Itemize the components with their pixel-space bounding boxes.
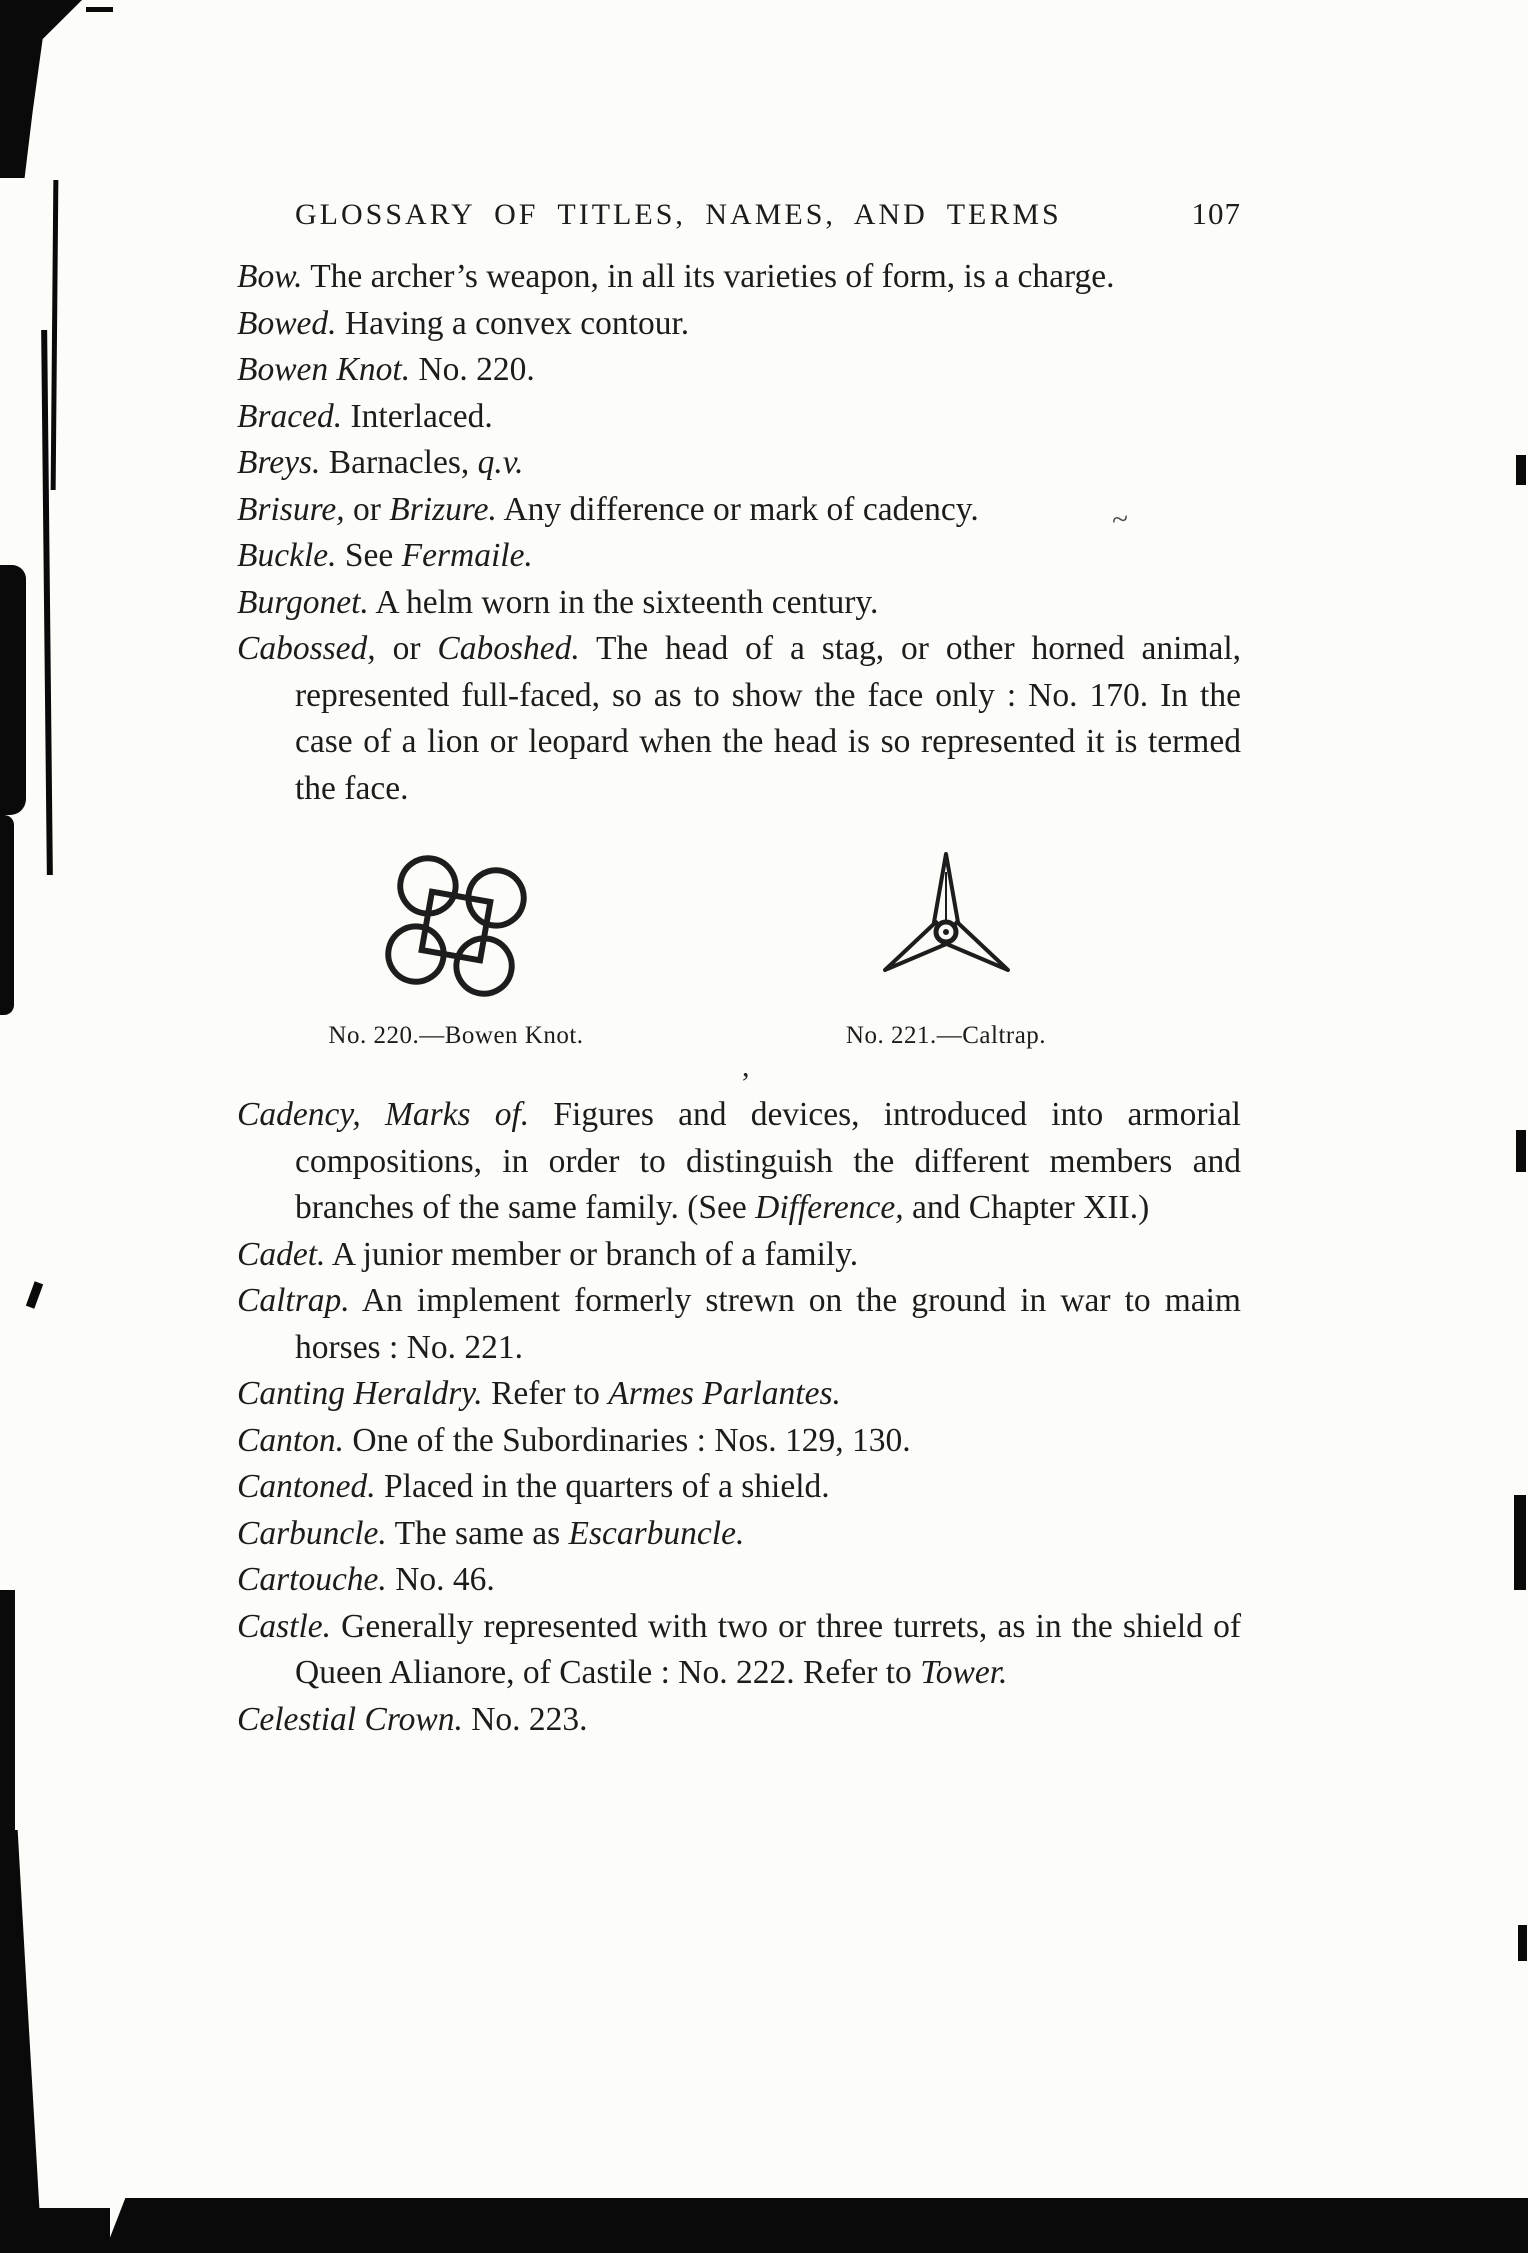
entry-term: q.v. — [477, 444, 524, 481]
glossary-entry — [237, 1278, 1241, 1371]
figure-bowen-knot — [205, 842, 707, 1050]
glossary-entry — [237, 1092, 1241, 1232]
scan-artifact-left-strip — [0, 565, 26, 815]
entry-text: Generally represented with two or three turrets, as in the shield of Queen Alianore, of Castile : No. 222. Refer to — [295, 1607, 1241, 1691]
entry-text: No. 223. — [462, 1700, 588, 1738]
scan-artifact-binding-line — [51, 180, 59, 490]
entry-term: Carbuncle. — [237, 1514, 387, 1552]
glossary-entry — [237, 301, 1241, 348]
entry-text: The archer’s weapon, in all its varieties of form, is a charge. — [302, 258, 1115, 295]
glossary-entry — [237, 1697, 1241, 1744]
entry-term: Fermaile. — [401, 537, 533, 574]
entry-text: Refer to — [482, 1375, 609, 1412]
glossary-entry — [237, 440, 1241, 487]
entry-term: Cadet. — [237, 1235, 326, 1273]
glossary-entry — [237, 1604, 1241, 1697]
entry-text: One of the Subordinaries : Nos. 129, 130. — [344, 1421, 911, 1459]
glossary-entry — [237, 626, 1241, 812]
entry-term: Armes Parlantes. — [608, 1375, 841, 1412]
page-title: GLOSSARY OF TITLES, NAMES, AND TERMS — [295, 198, 1062, 231]
entry-term: Caboshed. — [437, 630, 580, 667]
entry-term: Celestial Crown. — [237, 1700, 463, 1738]
entry-text: Interlaced. — [342, 397, 493, 435]
entry-term: Bow. — [237, 258, 303, 295]
entry-term: Canton. — [237, 1421, 345, 1459]
glossary-entry — [237, 580, 1241, 627]
entry-text: and Chapter XII.) — [903, 1189, 1150, 1226]
entry-text: See — [336, 537, 402, 574]
scan-artifact-bottom-left — [0, 1590, 15, 1835]
entry-term: Canting Heraldry. — [237, 1375, 483, 1412]
glossary-entry — [237, 1232, 1241, 1279]
entry-text: Figures and devices, introduced into armorial compositions, in order to distinguish the different members and branches of the same family. (See — [295, 1096, 1241, 1226]
figure-row — [237, 842, 1241, 1050]
entry-text: or — [344, 490, 390, 528]
glossary-entry — [237, 487, 1241, 537]
glossary-entry — [237, 1371, 1241, 1418]
page-number: 107 — [1191, 196, 1241, 231]
glossary-entry — [237, 1418, 1241, 1465]
entry-term: Cadency, Marks of. — [237, 1096, 530, 1133]
scan-artifact-right-edge — [1518, 1925, 1527, 1961]
entry-term: Burgonet. — [237, 583, 369, 621]
entry-term: Difference, — [755, 1189, 904, 1226]
glossary-entry — [237, 1557, 1241, 1604]
scan-artifact-left-strip — [0, 815, 14, 1015]
glossary-entries-top — [237, 254, 1241, 812]
entry-term: Cantoned. — [237, 1468, 376, 1505]
figure-caption: No. 221.—Caltrap. — [845, 1022, 1047, 1049]
stray-mark: ~ — [1109, 502, 1131, 537]
entry-term: Caltrap. — [237, 1282, 350, 1319]
entry-term: Bowed. — [237, 304, 337, 342]
entry-text: A junior member or branch of a family. — [325, 1235, 859, 1273]
entry-term: Cartouche. — [237, 1561, 387, 1598]
entry-term: Cabossed, — [237, 630, 376, 667]
glossary-entry — [237, 254, 1241, 301]
entry-term: Bowen Knot. — [237, 351, 411, 388]
scan-artifact-bottom-bar — [104, 2198, 1528, 2253]
entry-text: Barnacles, — [320, 444, 478, 481]
scan-artifact-bottom-bar — [0, 2208, 110, 2253]
caltrap-figure — [879, 850, 1014, 1010]
entry-term: Braced. — [237, 397, 343, 435]
entry-text: A helm worn in the sixteenth century. — [368, 583, 879, 621]
entry-term: Castle. — [237, 1607, 331, 1645]
scan-artifact-right-edge — [1516, 1130, 1526, 1172]
entry-text: Any difference or mark of cadency. — [496, 490, 979, 528]
scan-artifact-bottom-left — [0, 1830, 42, 2253]
entry-term: Brisure, — [237, 490, 345, 528]
glossary-entry — [237, 533, 1241, 580]
scan-artifact-top-dash — [86, 7, 113, 12]
glossary-entry — [237, 1464, 1241, 1511]
entry-text: The same as — [386, 1514, 569, 1552]
entry-text: Having a convex contour. — [336, 304, 690, 342]
entry-text: No. 46. — [386, 1561, 495, 1598]
scan-artifact-top-left — [0, 0, 82, 178]
glossary-entries-bottom — [237, 1092, 1241, 1743]
scan-artifact-right-edge — [1516, 455, 1526, 485]
entry-text: The head of a stag, or other horned animal, represented full-faced, so as to show the face only : No. 170. In the case of a lion or leopard when the head is so represented it is termed the face. — [295, 630, 1242, 807]
entry-text: or — [375, 630, 438, 667]
entry-term: Brizure. — [389, 490, 497, 528]
entry-text: No. 220. — [410, 351, 535, 388]
entry-text: Placed in the quarters of a shield. — [375, 1468, 830, 1505]
glossary-entry — [237, 1511, 1241, 1558]
bowen-knot-figure — [372, 842, 540, 1010]
entry-term: Escarbuncle. — [568, 1514, 745, 1552]
glossary-entry — [237, 394, 1241, 441]
scan-artifact-speck — [26, 1281, 43, 1309]
scan-artifact-right-edge — [1514, 1495, 1526, 1590]
entry-text: An implement formerly strewn on the ground in war to maim horses : No. 221. — [295, 1282, 1241, 1366]
figure-caption: No. 220.—Bowen Knot. — [328, 1022, 584, 1049]
glossary-entry — [237, 347, 1241, 394]
running-head — [295, 196, 1241, 232]
entry-term: Buckle. — [237, 537, 337, 574]
figure-caltrap — [695, 842, 1197, 1050]
entry-term: Breys. — [237, 444, 321, 481]
page-content — [237, 196, 1241, 1743]
entry-term: Tower. — [920, 1654, 1008, 1691]
stray-mark: , — [742, 1050, 750, 1083]
